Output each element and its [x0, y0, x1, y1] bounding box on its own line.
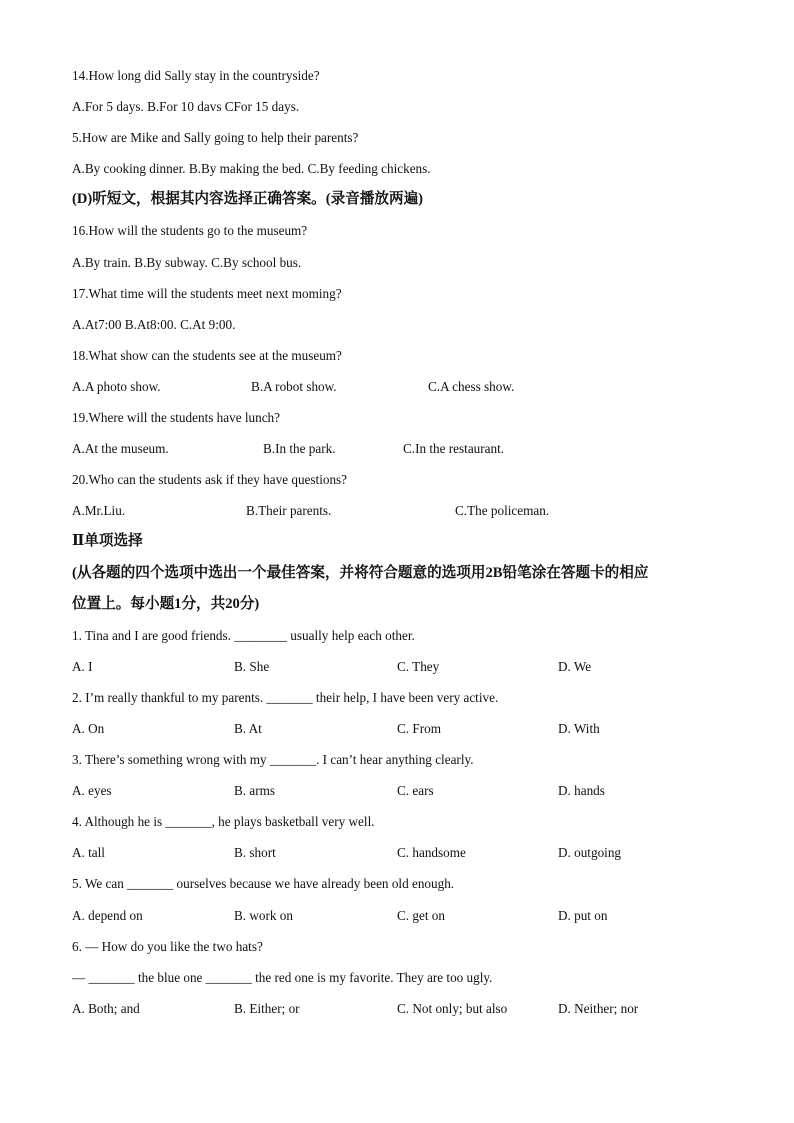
- option-a: A.Mr.Liu.: [72, 503, 126, 519]
- option-d: D. put on: [558, 907, 608, 923]
- mc-question-3: 3. There’s something wrong with my _______. I can’t hear anything clearly.: [72, 752, 474, 768]
- option-a: A. depend on: [72, 907, 143, 923]
- option-a: A. Both; and: [72, 1000, 140, 1016]
- question-16: 16.How will the students go to the museum?: [72, 223, 308, 239]
- section-d-heading: (D)听短文，根据其内容选择正确答案。(录音播放两遍): [72, 191, 424, 208]
- part2-instruction-line2: 位置上。每小题1分，共20分): [72, 595, 260, 612]
- mc-question-2-options: [72, 717, 732, 748]
- mc-question-4-options: [72, 841, 732, 872]
- mc-question-1-options: [72, 655, 732, 686]
- question-18-options: [72, 375, 732, 406]
- option-a: A.At the museum.: [72, 441, 169, 457]
- question-16-options: A.By train. B.By subway. C.By school bus.: [72, 254, 302, 270]
- mc-question-6: 6. — How do you like the two hats?: [72, 938, 263, 954]
- question-15: 5.How are Mike and Sally going to help their parents?: [72, 130, 359, 146]
- question-14-options: A.For 5 days. B.For 10 davs CFor 15 days.: [72, 99, 300, 115]
- mc-question-5: 5. We can _______ ourselves because we have already been old enough.: [72, 876, 455, 892]
- question-17-options: A.At7:00 B.At8:00. C.At 9:00.: [72, 316, 236, 332]
- option-d: D. With: [558, 720, 600, 736]
- mc-question-2: 2. I’m really thankful to my parents. _______ their help, I have been very active.: [72, 689, 499, 705]
- option-c: C.In the restaurant.: [403, 441, 505, 457]
- option-b: B.Their parents.: [246, 503, 332, 519]
- option-d: D. We: [558, 658, 592, 674]
- option-a: A. tall: [72, 845, 105, 861]
- option-b: B. She: [234, 658, 270, 674]
- option-c: C. Not only; but also: [397, 1000, 508, 1016]
- exam-page: [72, 64, 732, 1028]
- question-18: 18.What show can the students see at the museum?: [72, 347, 342, 363]
- mc-question-5-options: [72, 904, 732, 935]
- option-d: D. Neither; nor: [558, 1000, 639, 1016]
- option-b: B.In the park.: [263, 441, 336, 457]
- option-b: B. short: [234, 845, 276, 861]
- mc-question-1: 1. Tina and I are good friends. ________ usually help each other.: [72, 627, 415, 643]
- mc-question-4: 4. Although he is _______, he plays basketball very well.: [72, 814, 375, 830]
- option-d: D. outgoing: [558, 845, 622, 861]
- option-c: C.The policeman.: [455, 503, 550, 519]
- part2-instruction-line1: (从各题的四个选项中选出一个最佳答案，并将符合题意的选项用2B铅笔涂在答题卡的相应: [72, 564, 649, 581]
- question-19-options: [72, 437, 732, 468]
- question-14: 14.How long did Sally stay in the countryside?: [72, 68, 320, 83]
- question-15-options: A.By cooking dinner. B.By making the bed. C.By feeding chickens.: [72, 161, 431, 177]
- option-b: B. work on: [234, 907, 293, 923]
- option-c: C. ears: [397, 783, 434, 799]
- option-b: B. At: [234, 720, 262, 736]
- question-17: 17.What time will the students meet next moming?: [72, 285, 342, 301]
- option-a: A.A photo show.: [72, 378, 161, 394]
- question-20-options: [72, 499, 732, 530]
- option-a: A. On: [72, 720, 105, 736]
- question-19: 19.Where will the students have lunch?: [72, 410, 281, 426]
- mc-question-6-options: [72, 997, 732, 1028]
- option-c: C. get on: [397, 907, 445, 923]
- question-20: 20.Who can the students ask if they have questions?: [72, 472, 348, 488]
- option-d: D. hands: [558, 783, 605, 799]
- mc-question-6-line2: — _______ the blue one _______ the red one is my favorite. They are too ugly.: [72, 969, 493, 985]
- mc-question-3-options: [72, 779, 732, 810]
- option-b: B. arms: [234, 783, 276, 799]
- option-b: B.A robot show.: [251, 378, 337, 394]
- option-a: A. eyes: [72, 783, 112, 799]
- option-c: C. They: [397, 658, 440, 674]
- option-c: C. handsome: [397, 845, 466, 861]
- option-c: C.A chess show.: [428, 378, 515, 394]
- option-b: B. Either; or: [234, 1000, 300, 1016]
- option-c: C. From: [397, 720, 441, 736]
- option-a: A. I: [72, 658, 93, 674]
- part2-title: Ⅱ单项选择: [72, 533, 143, 550]
